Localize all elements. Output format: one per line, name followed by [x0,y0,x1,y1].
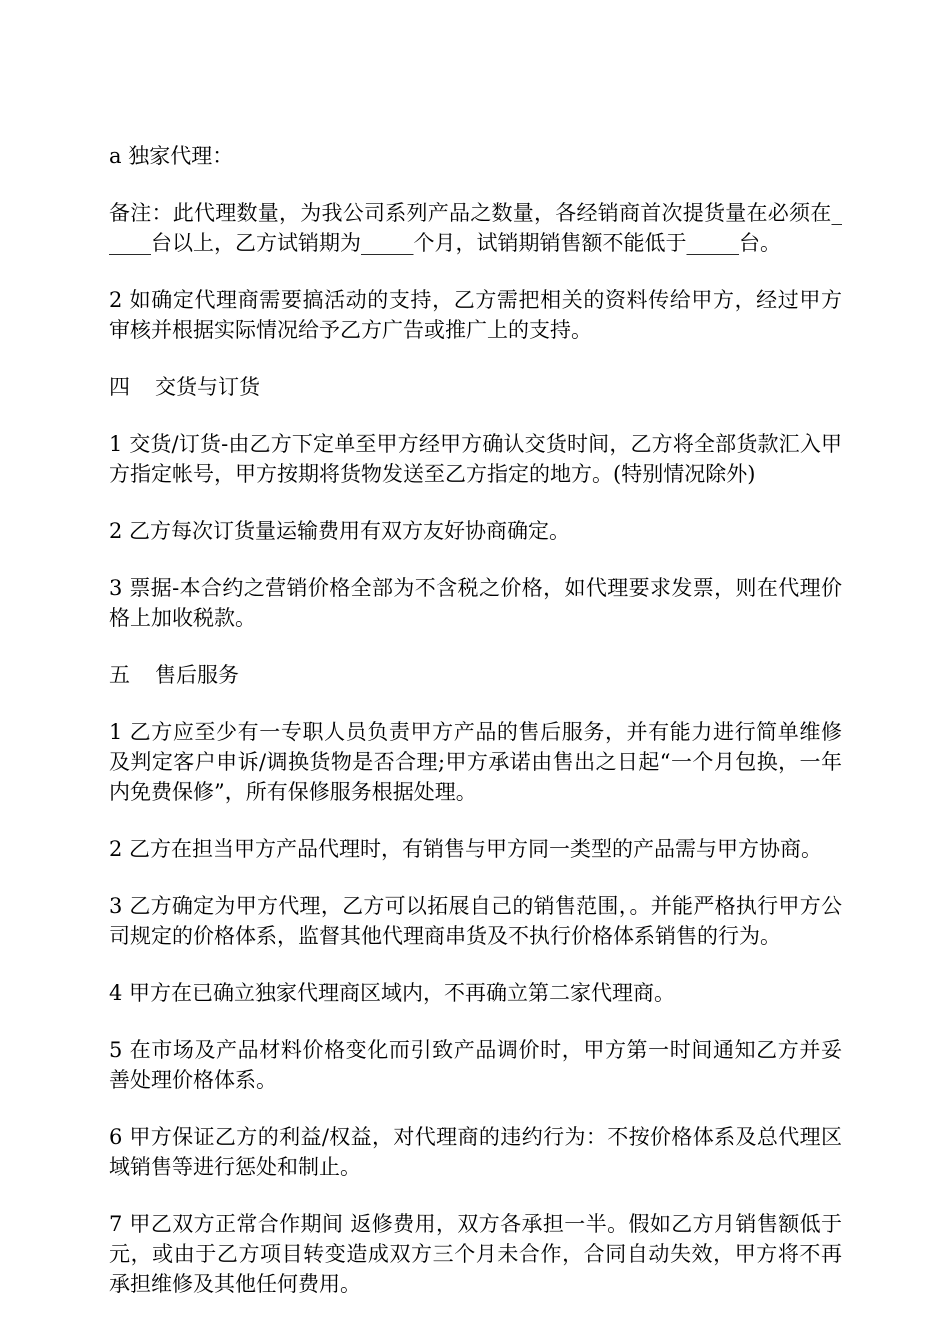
paragraph-repair-costs: 7 甲乙双方正常合作期间 返修费用，双方各承担一半。假如乙方月销售额低于元，或由于乙方项目转变造成双方三个月未合作，合同自动失效，甲方将不再承担维修及其他任何费用。 [109,1212,842,1296]
paragraph-note-quantity: 备注：此代理数量，为我公司系列产品之数量，各经销商首次提货量在必须在_____台以上，乙方试销期为_____个月，试销期销售额不能低于_____台。 [109,201,842,255]
paragraph-shipping-cost: 2 乙方每次订货量运输费用有双方友好协商确定。 [109,519,571,543]
section-number: 四 [109,375,130,399]
paragraph-exclusive-region: 4 甲方在已确立独家代理商区域内，不再确立第二家代理商。 [109,981,676,1005]
paragraph-invoice: 3 票据-本合约之营销价格全部为不含税之价格，如代理要求发票，则在代理价格上加收税款。 [109,576,842,630]
paragraph-promotion-support: 2 如确定代理商需要搞活动的支持，乙方需把相关的资料传给甲方，经过甲方审核并根据实际情况给予乙方广告或推广上的支持。 [109,288,842,342]
document-page [109,141,842,1326]
section-heading-delivery [109,372,842,402]
paragraph-service-staff: 1 乙方应至少有一专职人员负责甲方产品的售后服务，并有能力进行简单维修及判定客户申诉/调换货物是否合理;甲方承诺由售出之日起“一个月包换，一年内免费保修”，所有保修服务根据处理。 [109,720,842,804]
section-heading-after-sales [109,660,842,690]
paragraph-price-adjustment: 5 在市场及产品材料价格变化而引致产品调价时，甲方第一时间通知乙方并妥善处理价格体系。 [109,1038,842,1092]
paragraph-exclusive-agency: a 独家代理： [109,144,234,168]
paragraph-rights-protection: 6 甲方保证乙方的利益/权益，对代理商的违约行为：不按价格体系及总代理区域销售等进行惩处和制止。 [109,1125,842,1179]
paragraph-competing-products: 2 乙方在担当甲方产品代理时，有销售与甲方同一类型的产品需与甲方协商。 [109,837,823,861]
section-number: 五 [109,663,130,687]
paragraph-sales-scope: 3 乙方确定为甲方代理，乙方可以拓展自己的销售范围，。并能严格执行甲方公司规定的价格体系，监督其他代理商串货及不执行价格体系销售的行为。 [109,894,842,948]
paragraph-delivery-order: 1 交货/订货-由乙方下定单至甲方经甲方确认交货时间，乙方将全部货款汇入甲方指定帐号，甲方按期将货物发送至乙方指定的地方。(特别情况除外) [109,432,842,486]
section-title: 售后服务 [155,663,239,687]
section-title: 交货与订货 [155,375,260,399]
